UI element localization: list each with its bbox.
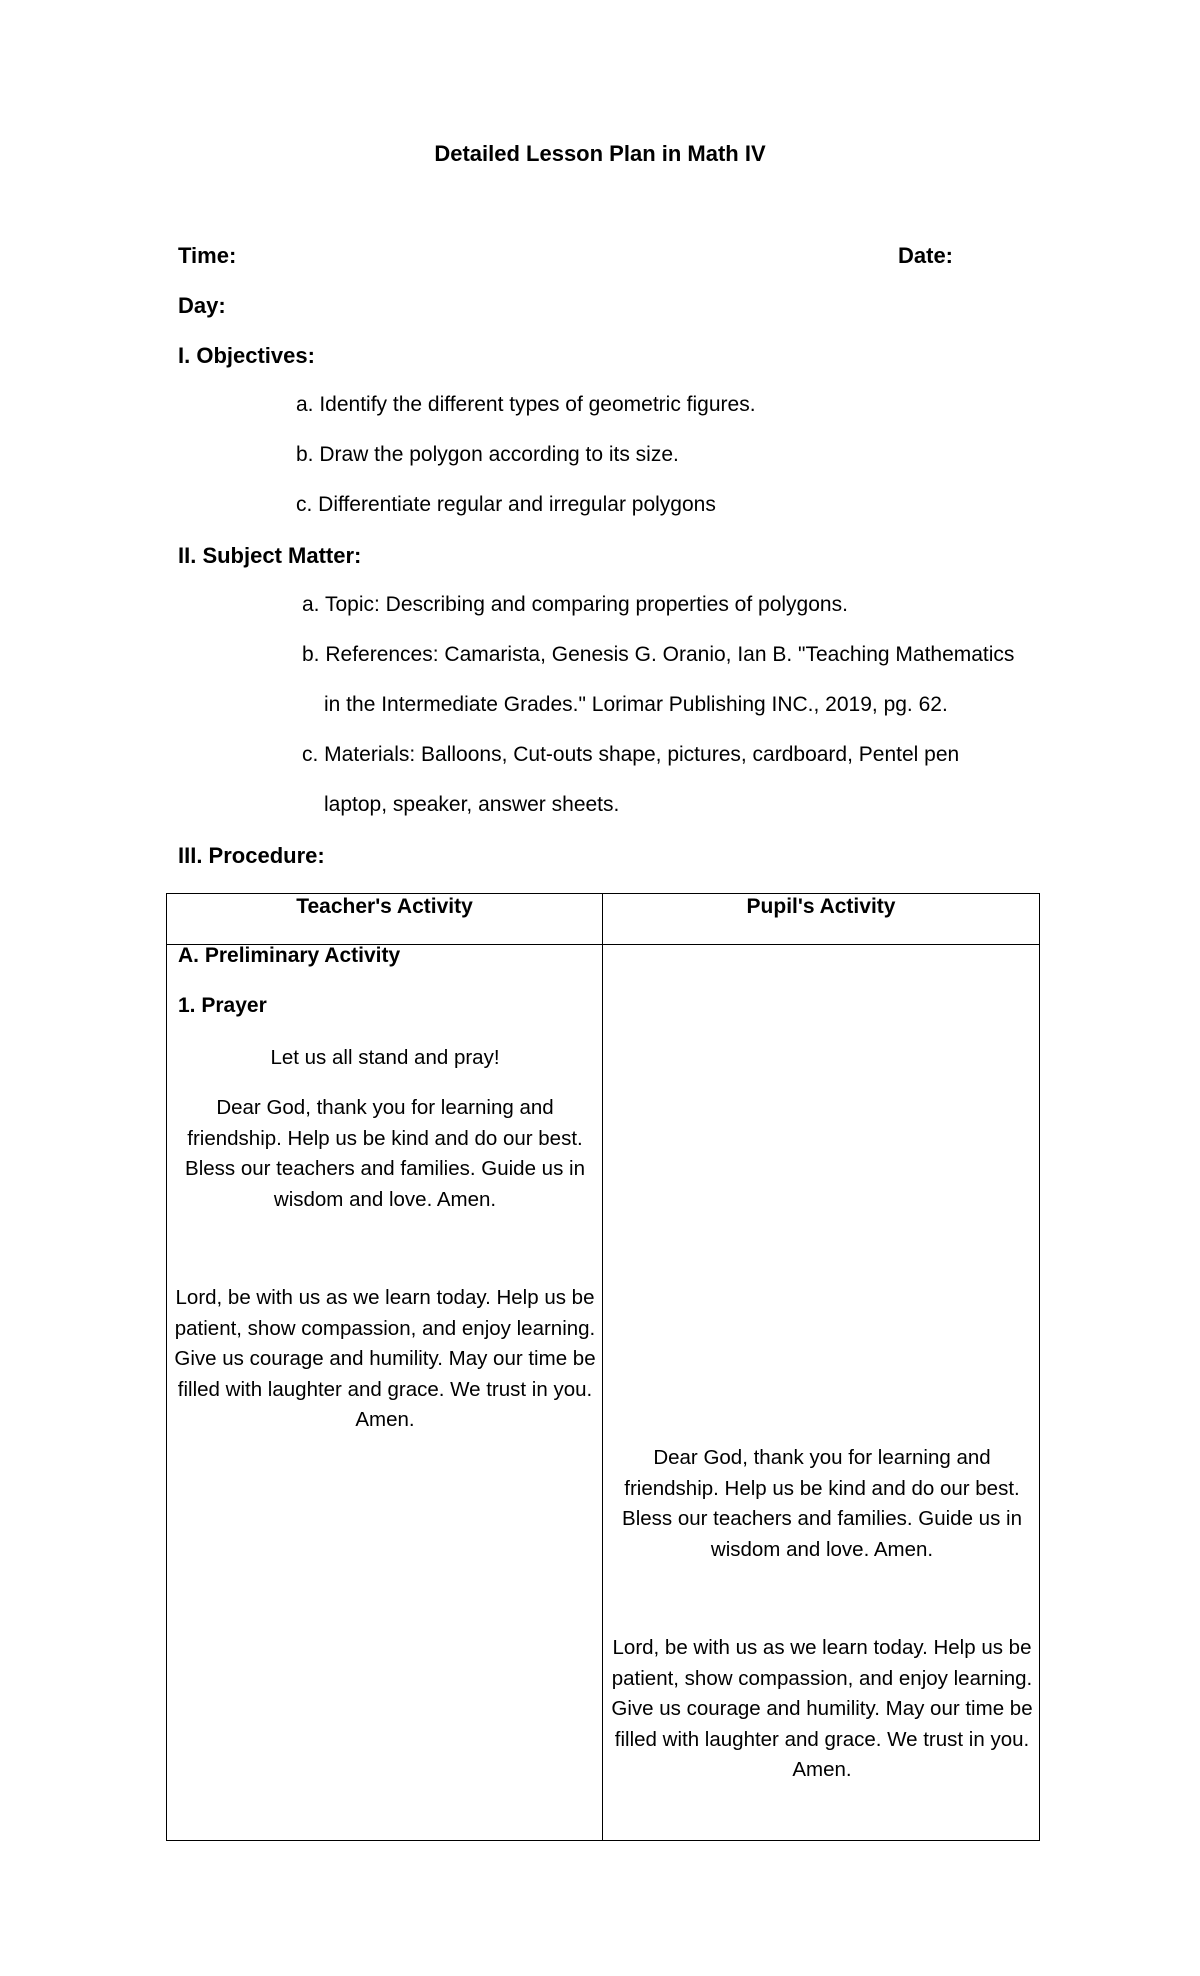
pupil-prayer-2: Lord, be with us as we learn today. Help us be patient, show compassion, and enjoy learning. Give us courage and humility. May our time be filled with laughter and grace. We trust in you. Amen. (611, 1636, 1033, 1781)
preliminary-activity-heading: A. Preliminary Activity (178, 944, 401, 967)
column-divider (602, 894, 603, 1840)
objectives-heading: I. Objectives: (178, 343, 315, 368)
page-title: Detailed Lesson Plan in Math IV (434, 141, 766, 166)
teacher-prayer-1: Dear God, thank you for learning and friendship. Help us be kind and do our best. Bless our teachers and families. Guide us in wisdom and love. Amen. (185, 1096, 585, 1211)
pupil-prayer-1: Dear God, thank you for learning and friendship. Help us be kind and do our best. Bless our teachers and families. Guide us in wisdom and love. Amen. (622, 1446, 1022, 1561)
teacher-prayer-intro: Let us all stand and pray! (270, 1046, 500, 1069)
objective-a: a. Identify the different types of geometric figures. (296, 393, 756, 416)
procedure-table (166, 893, 1040, 1841)
day-label: Day: (178, 293, 226, 318)
subject-materials-continued: laptop, speaker, answer sheets. (324, 793, 620, 816)
subject-materials: c. Materials: Balloons, Cut-outs shape, pictures, cardboard, Pentel pen (302, 743, 960, 766)
date-label: Date: (898, 243, 954, 268)
subject-references: b. References: Camarista, Genesis G. Oranio, Ian B. "Teaching Mathematics (302, 643, 1015, 666)
time-label: Time: (178, 243, 237, 268)
objective-c: c. Differentiate regular and irregular polygons (296, 493, 716, 516)
subject-matter-heading: II. Subject Matter: (178, 543, 362, 568)
pupil-activity-header: Pupil's Activity (746, 895, 896, 918)
teacher-activity-header: Teacher's Activity (296, 895, 473, 918)
subject-topic: a. Topic: Describing and comparing properties of polygons. (302, 593, 848, 616)
prayer-heading: 1. Prayer (178, 994, 267, 1017)
procedure-heading: III. Procedure: (178, 843, 325, 868)
teacher-prayer-2: Lord, be with us as we learn today. Help us be patient, show compassion, and enjoy learning. Give us courage and humility. May our time be filled with laughter and grace. We trust in you. Amen. (174, 1286, 596, 1431)
subject-references-continued: in the Intermediate Grades." Lorimar Publishing INC., 2019, pg. 62. (324, 693, 948, 716)
objective-b: b. Draw the polygon according to its size. (296, 443, 679, 466)
